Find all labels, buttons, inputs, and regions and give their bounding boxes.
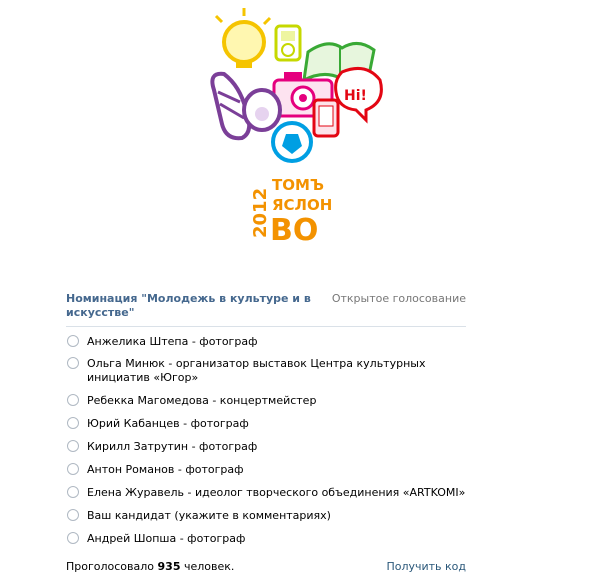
football-icon xyxy=(273,123,311,161)
poll-option[interactable] xyxy=(66,532,466,546)
poll-title: Номинация "Молодежь в культуре и в искусстве" xyxy=(66,292,311,319)
poll-option-label: Антон Романов - фотограф xyxy=(87,463,244,476)
poll-option-label: Кирилл Затрутин - фотограф xyxy=(87,440,258,453)
poll-option[interactable] xyxy=(66,463,466,477)
poll-options xyxy=(66,335,466,546)
radio-button[interactable] xyxy=(67,335,79,347)
helmet-icon xyxy=(244,90,280,130)
poll-type-label: Открытое голосование xyxy=(331,292,466,305)
votes-summary xyxy=(66,560,234,574)
music-player-icon xyxy=(276,26,300,60)
poll-option[interactable] xyxy=(66,417,466,431)
logo-text-line1: ТОМЪ xyxy=(272,176,325,194)
poll-option-label: Ребекка Магомедова - концертмейстер xyxy=(87,394,317,407)
logo-year: 2012 xyxy=(250,187,271,238)
poll-option-label: Андрей Шопша - фотограф xyxy=(87,532,246,545)
poll-option[interactable] xyxy=(66,357,466,385)
poll-header xyxy=(66,292,466,327)
radio-button[interactable] xyxy=(67,394,79,406)
speech-bubble-icon xyxy=(336,68,382,120)
poll-option-label: Юрий Кабанцев - фотограф xyxy=(87,417,249,430)
radio-button[interactable] xyxy=(67,417,79,429)
logo-text-line2: ЯСЛОН xyxy=(272,196,333,214)
radio-button[interactable] xyxy=(67,463,79,475)
radio-button[interactable] xyxy=(67,357,79,369)
poll-option-label: Анжелика Штепа - фотограф xyxy=(87,335,258,348)
logo-text-line3: ВО xyxy=(270,213,319,246)
logo-wordmark xyxy=(250,176,332,246)
votes-prefix: Проголосовало xyxy=(66,560,155,573)
poll-option-label: Ваш кандидат (укажите в комментариях) xyxy=(87,509,331,522)
poll-option[interactable] xyxy=(66,486,466,500)
votes-count: 935 xyxy=(157,560,181,573)
poll-option-label: Ольга Минюк - организатор выставок Центра культурных инициатив «Югор» xyxy=(87,357,426,384)
poll-option[interactable] xyxy=(66,509,466,523)
votes-suffix: человек. xyxy=(184,560,235,573)
radio-button[interactable] xyxy=(67,532,79,544)
poll-option[interactable] xyxy=(66,394,466,408)
phone-icon xyxy=(314,100,338,136)
event-logo xyxy=(196,0,396,246)
radio-button[interactable] xyxy=(67,486,79,498)
poll-option[interactable] xyxy=(66,440,466,454)
lightbulb-icon xyxy=(216,8,270,68)
poll-widget xyxy=(66,292,466,573)
poll-option[interactable] xyxy=(66,335,466,349)
poll-option-label: Елена Журавель - идеолог творческого объединения «ARTKOMI» xyxy=(87,486,466,499)
radio-button[interactable] xyxy=(67,509,79,521)
speech-bubble-text: Hi! xyxy=(344,88,367,104)
radio-button[interactable] xyxy=(67,440,79,452)
get-code-link[interactable]: Получить код xyxy=(386,560,466,573)
